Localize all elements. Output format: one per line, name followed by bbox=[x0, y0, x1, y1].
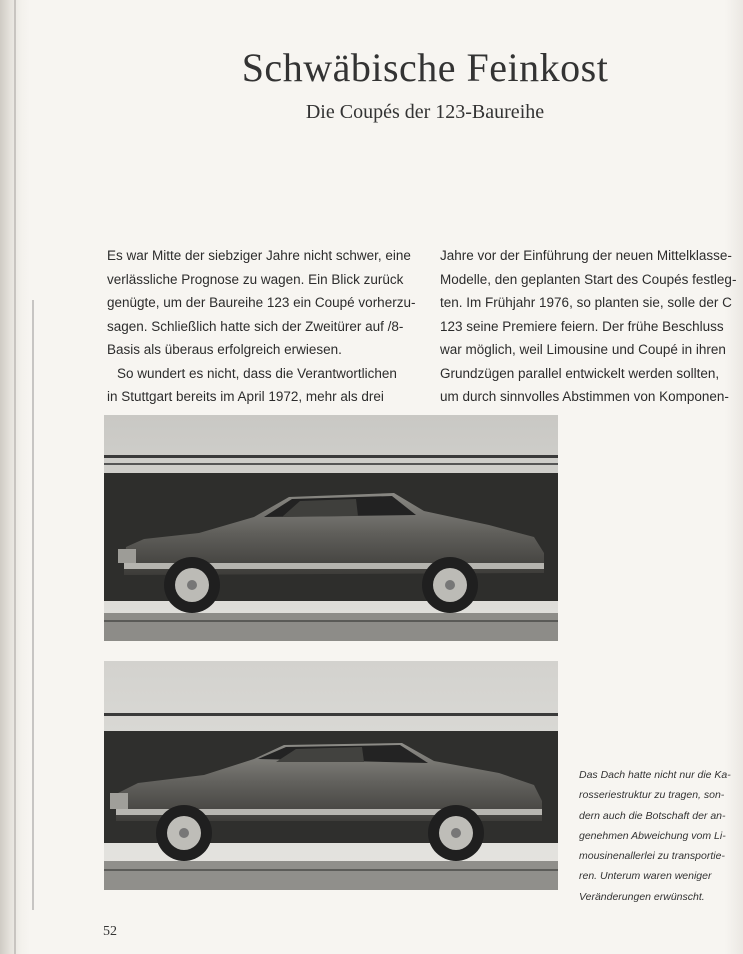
page-subtitle: Die Coupés der 123-Baureihe bbox=[305, 101, 545, 123]
body-line: verlässliche Prognose zu wagen. Ein Blick zurück bbox=[107, 271, 404, 287]
caption-line: genehmen Abweichung vom Li- bbox=[579, 829, 726, 842]
caption-line: Veränderungen erwünscht. bbox=[579, 890, 705, 903]
margin-mark bbox=[32, 300, 34, 910]
body-line: Grundzügen parallel entwickelt werden sollten, bbox=[440, 365, 720, 381]
body-line: So wundert es nicht, dass die Verantwortlichen bbox=[117, 365, 397, 381]
caption-line: mousinenallerlei zu transportie- bbox=[579, 850, 725, 863]
photo-caption bbox=[579, 765, 743, 907]
body-line: sagen. Schließlich hatte sich der Zweitürer auf /8- bbox=[107, 318, 404, 334]
body-line: 123 seine Premiere feiern. Der frühe Beschluss bbox=[440, 318, 724, 334]
body-line: war möglich, weil Limousine und Coupé in ihren bbox=[440, 342, 726, 357]
body-line: ten. Im Frühjahr 1976, so planten sie, solle der C bbox=[440, 295, 732, 310]
body-line: Basis als überaus erfolgreich erwiesen. bbox=[107, 342, 342, 357]
body-line: Jahre vor der Einführung der neuen Mittelklasse- bbox=[440, 248, 732, 263]
body-line: genügte, um der Baureihe 123 ein Coupé vorherzu- bbox=[107, 295, 416, 310]
body-text-right-column bbox=[440, 244, 743, 409]
photo-coupe-side-view-2 bbox=[104, 661, 558, 890]
caption-line: Das Dach hatte nicht nur die Ka- bbox=[579, 769, 731, 781]
body-line: Modelle, den geplanten Start des Coupés festleg- bbox=[440, 271, 737, 287]
body-line: um durch sinnvolles Abstimmen von Komponen- bbox=[440, 389, 729, 404]
page-number: 52 bbox=[103, 924, 117, 939]
binding-crease bbox=[14, 0, 16, 954]
body-line: Es war Mitte der siebziger Jahre nicht schwer, eine bbox=[107, 248, 411, 263]
caption-line: dern auch die Botschaft der an- bbox=[579, 809, 726, 822]
caption-line: ren. Unterum waren weniger bbox=[579, 870, 712, 883]
body-text-left-column bbox=[107, 244, 416, 409]
photo-coupe-side-view-1 bbox=[104, 415, 558, 641]
caption-line: rosseriestruktur zu tragen, son- bbox=[579, 789, 725, 802]
body-line: in Stuttgart bereits im April 1972, mehr als drei bbox=[107, 389, 384, 404]
page-title: Schwäbische Feinkost bbox=[241, 45, 609, 90]
